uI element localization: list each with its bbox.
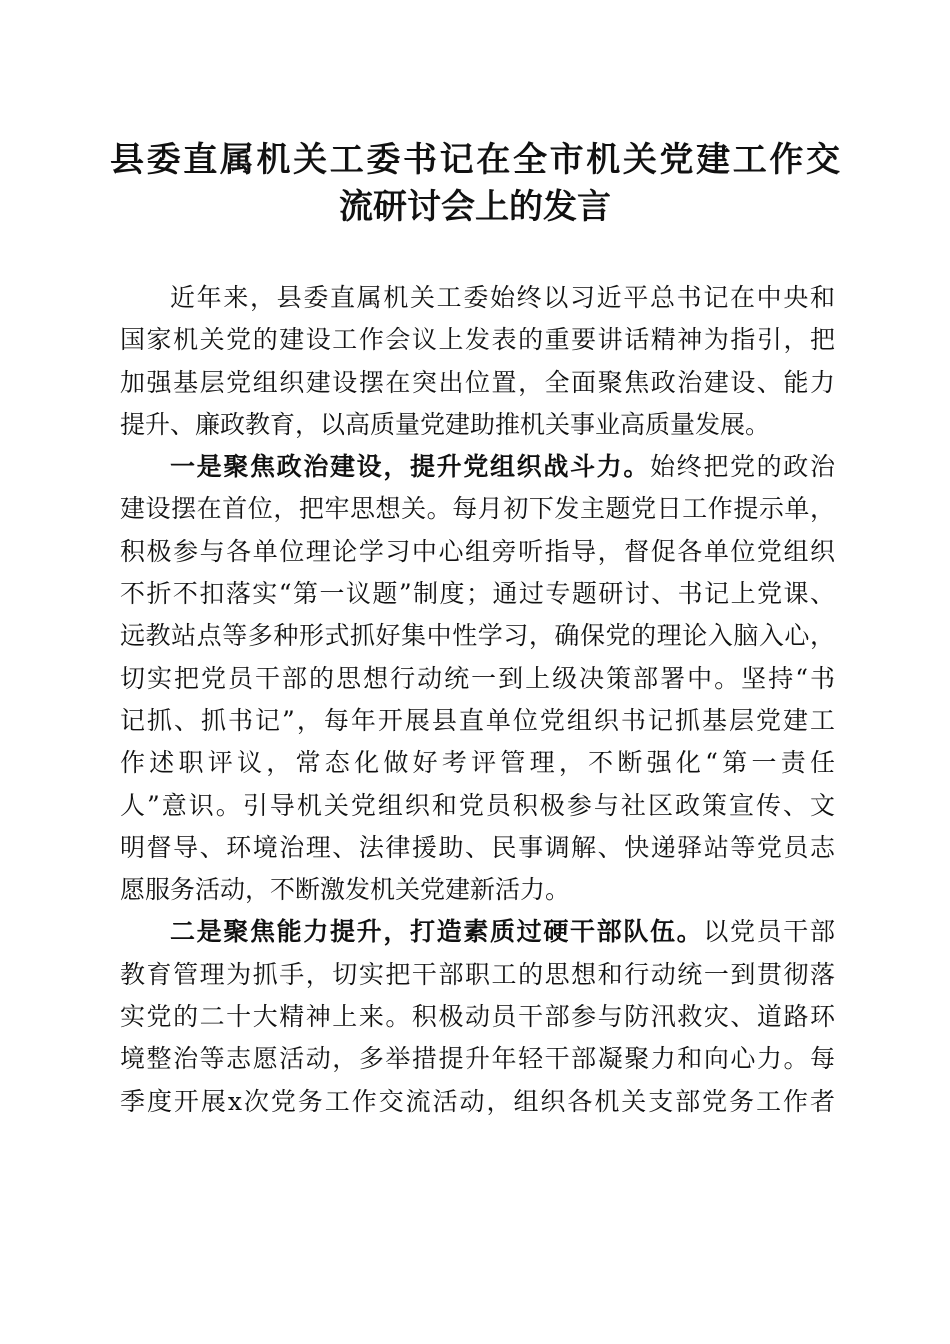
text-line: 加强基层党组织建设摆在突出位置，全面聚焦政治建设、能力 <box>120 367 835 397</box>
text-line: 提升、廉政教育，以高质量党建助推机关事业高质量发展。 <box>120 409 771 439</box>
text-segment: 以党员干部 <box>703 917 835 947</box>
text-segment: 始终把党的政治 <box>649 452 835 482</box>
document-body <box>120 277 835 1123</box>
paragraph-political-building <box>120 446 835 911</box>
text-line: 建设摆在首位，把牢思想关。每月初下发主题党日工作提示单， <box>120 494 835 524</box>
text-line: 境整治等志愿活动，多举措提升年轻干部凝聚力和向心力。每 <box>120 1044 835 1074</box>
text-line: 国家机关党的建设工作会议上发表的重要讲话精神为指引，把 <box>120 325 835 355</box>
text-line: 不折不扣落实“第一议题”制度；通过专题研讨、书记上党课、 <box>120 579 835 609</box>
text-line: 实党的二十大精神上来。积极动员干部参与防汛救灾、道路环 <box>120 1002 835 1032</box>
text-line: 明督导、环境治理、法律援助、民事调解、快递驿站等党员志 <box>120 832 835 862</box>
document-title-line-2: 流研讨会上的发言 <box>339 187 611 227</box>
text-line: 远教站点等多种形式抓好集中性学习，确保党的理论入脑入心， <box>120 621 835 651</box>
document-title-line-1: 县委直属机关工委书记在全市机关党建工作交 <box>110 140 840 180</box>
text-line: 积极参与各单位理论学习中心组旁听指导，督促各单位党组织 <box>120 536 835 566</box>
paragraph-lead: 二是聚焦能力提升，打造素质过硬干部队伍。 <box>170 917 704 947</box>
paragraph-capacity-building <box>120 911 835 1122</box>
text-line: 近年来，县委直属机关工委始终以习近平总书记在中央和 <box>170 283 835 312</box>
paragraph-intro <box>120 277 835 446</box>
text-line: 教育管理为抓手，切实把干部职工的思想和行动统一到贯彻落 <box>120 959 835 989</box>
text-line: 愿服务活动，不断激发机关党建新活力。 <box>120 875 571 905</box>
text-line: 记抓、抓书记”，每年开展县直单位党组织书记抓基层党建工 <box>120 705 835 735</box>
text-line: 切实把党员干部的思想行动统一到上级决策部署中。坚持“书 <box>120 663 835 693</box>
text-line <box>120 911 835 953</box>
text-line <box>120 446 835 488</box>
text-line: 作述职评议，常态化做好考评管理，不断强化“第一责任 <box>120 748 835 778</box>
text-line: 人”意识。引导机关党组织和党员积极参与社区政策宣传、文 <box>120 790 835 820</box>
paragraph-lead: 一是聚焦政治建设，提升党组织战斗力。 <box>170 452 650 482</box>
text-line: 季度开展x次党务工作交流活动，组织各机关支部党务工作者 <box>120 1086 835 1116</box>
